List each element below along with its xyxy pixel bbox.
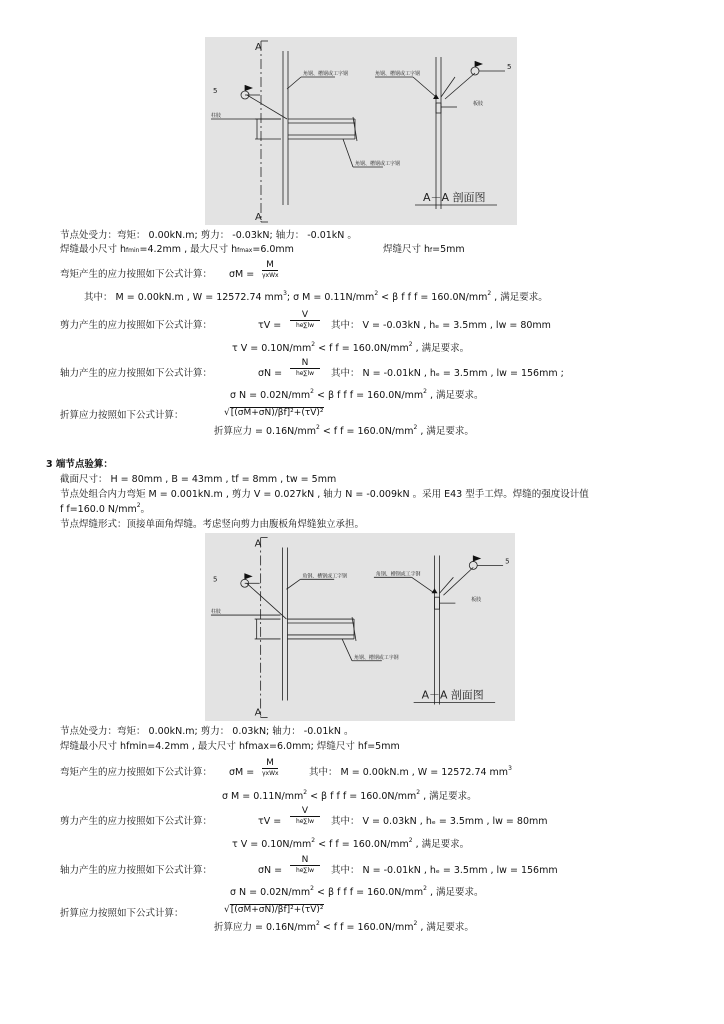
block2-shear-den: he∑lw [295,818,315,825]
block1-weld-min-value: =4.2mm , 最大尺寸 h [139,244,238,255]
block2-combined-result-c: , 满足要求。 [417,922,474,933]
block1-axial-result-c: , 满足要求。 [426,390,484,401]
block1-moment-fraction [262,260,278,281]
figure1-right-num: 5 [507,63,512,71]
block2-combined-intro: 折算应力按照如下公式计算： [60,908,184,919]
block2-moment-sup-a: 2 [303,789,308,796]
block1-moment-sup-a: 3 [283,290,287,297]
block2-axial-result-c: , 满足要求。 [426,887,484,898]
figure2-note-beam: 角钢、槽钢或工字钢 [354,654,399,661]
block2-moment-result [222,791,477,804]
block2-shear-sup-a: 2 [311,837,316,844]
figure2-left-num: 5 [212,575,218,584]
block2-shear-result [232,839,469,852]
block1-shear-fraction [290,310,320,331]
figure2-note-top: 角钢、槽钢或工字钢 [302,573,347,580]
block2-moment-sup-b: 2 [416,789,421,796]
block1-axial-fraction [290,358,320,379]
block1-shear-result-b: < f f = 160.0N/mm [315,343,409,354]
block2-axial-sup-b: 2 [423,885,427,892]
block1-forces: 节点处受力：弯矩： 0.00kN.m; 剪力： -0.03kN; 轴力： -0.01kN 。 [60,230,357,241]
block2-moment-result-a: σ M = 0.11N/mm [222,791,304,802]
block1-shear-intro: 剪力产生的应力按照如下公式计算： [60,320,213,331]
block1-weld-min-sub: fmin [126,247,140,254]
block1-moment-den: γxWx [262,272,279,279]
block1-moment-intro: 弯矩产生的应力按照如下公式计算： [60,269,213,280]
block2-weld: 焊缝最小尺寸 hfmin=4.2mm , 最大尺寸 hfmax=6.0mm; 焊缝尺寸 hf=5mm [60,741,400,752]
figure2-label-a-top: A [254,538,262,550]
block1-shear-result-a: τ V = 0.10N/mm [232,343,312,354]
block2-shear-num: V [290,806,320,817]
block2-moment-result-c: , 满足要求。 [420,791,477,802]
block2-moment-where-a: 其中： M = 0.00kN.m , W = 12572.74 mm [309,767,509,778]
figure2-note-plate: 板肢 [471,597,482,604]
block1-combined-sup-b: 2 [413,424,418,431]
block2-combined-result [214,922,474,935]
block1-shear-lhs: τV = [258,320,282,331]
block1-axial-num: N [290,358,320,369]
block1-moment-result-c: < β f f f = 160.0N/mm [378,292,488,303]
block2-axial-result-a: σ N = 0.02N/mm [230,887,311,898]
figure1-note-beam: 角钢、槽钢或工字钢 [355,161,401,167]
block2-moment-result-b: < β f f f = 160.0N/mm [307,791,417,802]
block2-moment-lhs: σM = [229,767,255,778]
figure1-note-column: 柱肢 [211,113,222,119]
section3-form: 节点焊缝形式：顶接单面角焊缝。考虑竖向剪力由腹板角焊缝独立承担。 [60,519,365,530]
block1-shear-result [232,343,469,356]
block1-weld-size-sub: f [430,247,433,254]
block1-weld-sizes [60,244,294,257]
block2-combined-sup-a: 2 [315,920,320,927]
weld-detail-figure-1 [205,37,517,225]
block1-moment-result-a: 其中： M = 0.00kN.m , W = 12572.74 mm [84,292,284,303]
block2-shear-sup-b: 2 [408,837,413,844]
block2-moment-num: M [262,758,278,769]
block1-moment-result [84,292,548,305]
block2-axial-result [230,887,484,900]
block1-weld-min-label: 焊缝最小尺寸 h [60,244,127,255]
block2-shear-result-a: τ V = 0.10N/mm [232,839,312,850]
block1-moment-sup-b: 2 [374,290,379,297]
block2-moment-where-sup: 3 [508,765,512,772]
figure2-section-title: A－A 剖面图 [421,688,484,702]
section3-dims: 截面尺寸： H = 80mm , B = 43mm , tf = 8mm , tw = 5mm [60,474,337,485]
figure1-note-top-right: 角钢、槽钢或工字钢 [375,71,421,77]
block2-shear-result-b: < f f = 160.0N/mm [315,839,409,850]
block2-combined-radicand: [(σM+σN)/βf]²+(τV)² [230,905,324,915]
block1-combined-result-b: < f f = 160.0N/mm [319,426,414,437]
block2-forces: 节点处受力：弯矩： 0.00kN.m; 剪力： 0.03kN; 轴力： -0.01kN 。 [60,726,354,737]
block1-axial-den: he∑lw [295,370,315,377]
figure2-label-a-bottom: A [254,707,262,719]
section3-ff-value: f f=160.0 N/mm [60,504,137,515]
block1-shear-sup-b: 2 [408,341,413,348]
figure1-left-num: 5 [213,87,218,95]
block1-moment-result-d: , 满足要求。 [491,292,548,303]
block2-moment-intro: 弯矩产生的应力按照如下公式计算： [60,767,213,778]
figure1-note-top: 角钢、槽钢或工字钢 [303,71,349,77]
block1-shear-where: 其中： V = -0.03kN , hₑ = 3.5mm , lw = 80mm [331,320,551,331]
block2-axial-lhs: σN = [258,865,283,876]
block1-shear-den: he∑lw [295,322,315,329]
block2-axial-result-b: < β f f f = 160.0N/mm [313,887,424,898]
block2-axial-fraction [290,855,320,876]
block2-combined-sup-b: 2 [413,920,418,927]
block2-axial-num: N [290,855,320,866]
block2-shear-fraction [290,806,320,827]
figure1-label-a-bottom: A [255,212,262,223]
weld-detail-figure-2 [205,533,515,721]
figure1-label-a-top: A [255,42,262,53]
block1-combined-result [214,426,474,439]
block1-combined-result-a: 折算应力 = 0.16N/mm [214,426,316,437]
block1-moment-num: M [262,260,278,271]
block2-axial-intro: 轴力产生的应力按照如下公式计算： [60,865,213,876]
block1-axial-intro: 轴力产生的应力按照如下公式计算： [60,368,213,379]
block2-moment-where [309,767,512,780]
block2-moment-fraction [262,758,278,779]
section3-ff-sup: 2 [136,502,141,509]
block1-axial-sup-a: 2 [310,388,314,395]
block2-combined-result-a: 折算应力 = 0.16N/mm [214,922,316,933]
block1-weld-size [383,244,465,257]
figure2-note-column: 柱肢 [210,609,221,616]
section3-ff [60,504,150,517]
figure2-right-num: 5 [505,557,510,566]
block1-combined-formula: √[(σM+σN)/βf]²+(τV)² [224,408,324,418]
block2-combined-formula: √[(σM+σN)/βf]²+(τV)² [224,905,324,915]
block2-shear-lhs: τV = [258,816,282,827]
section3-ff-end: 。 [140,504,151,515]
block2-axial-den: he∑lw [295,867,315,874]
block2-shear-where: 其中： V = 0.03kN , hₑ = 3.5mm , lw = 80mm [331,816,548,827]
block2-shear-result-c: , 满足要求。 [412,839,470,850]
block1-axial-result [230,390,484,403]
block1-weld-max-value: =6.0mm [252,244,294,255]
block1-axial-result-b: < β f f f = 160.0N/mm [313,390,424,401]
figure1-note-plate: 板肢 [473,101,484,107]
block1-shear-sup-a: 2 [311,341,316,348]
block1-combined-result-c: , 满足要求。 [417,426,474,437]
block2-moment-den: γxWx [262,770,279,777]
block2-axial-sup-a: 2 [310,885,314,892]
block1-shear-result-c: , 满足要求。 [412,343,470,354]
block2-combined-result-b: < f f = 160.0N/mm [319,922,414,933]
block1-axial-lhs: σN = [258,368,283,379]
block1-weld-size-label: 焊缝尺寸 h [383,244,431,255]
block1-axial-result-a: σ N = 0.02N/mm [230,390,311,401]
block1-moment-sup-c: 2 [487,290,492,297]
figure1-section-title: A－A 剖面图 [423,191,486,204]
block1-moment-lhs: σM = [229,269,255,280]
block1-combined-intro: 折算应力按照如下公式计算： [60,410,184,421]
block1-combined-radicand: [(σM+σN)/βf]²+(τV)² [230,408,324,418]
block1-weld-size-value: =5mm [432,244,465,255]
block1-moment-result-b: ; σ M = 0.11N/mm [286,292,375,303]
block1-weld-max-sub: fmax [237,247,253,254]
figure2-note-top-right: 角钢、槽钢或工字钢 [375,571,421,578]
block1-combined-sup-a: 2 [315,424,320,431]
block2-axial-where: 其中： N = -0.01kN , hₑ = 3.5mm , lw = 156mm [331,865,558,876]
block1-axial-where: 其中： N = -0.01kN , hₑ = 3.5mm , lw = 156mm ; [331,368,564,379]
section3-title: 3 端节点验算： [46,459,113,470]
block1-axial-sup-b: 2 [423,388,427,395]
block2-shear-intro: 剪力产生的应力按照如下公式计算： [60,816,213,827]
section3-loads: 节点处组合内力弯矩 M = 0.001kN.m , 剪力 V = 0.027kN , 轴力 N = -0.009kN 。采用 E43 型手工焊。焊缝的强度设计值 [60,489,589,500]
block1-shear-num: V [290,310,320,321]
